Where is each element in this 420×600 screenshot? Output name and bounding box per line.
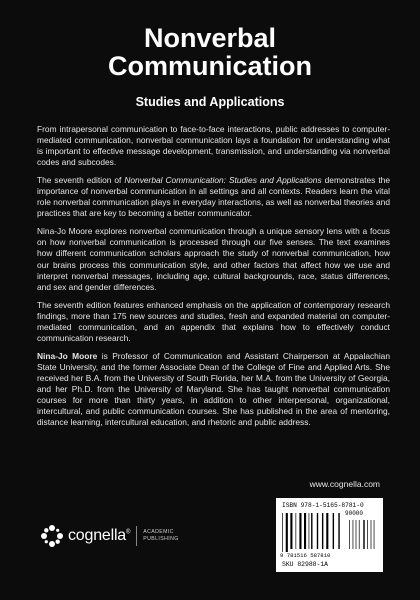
barcode-bar [359,520,360,549]
isbn-barcode [276,498,383,572]
barcode-bar [317,513,318,549]
back-cover-text [37,124,390,435]
barcode-bar [296,513,297,549]
barcode-bar [282,513,283,552]
publisher-wordmark [68,527,130,545]
barcode-bar [367,520,368,549]
barcode-bar [304,513,306,549]
intro-paragraph: From intrapersonal communication to face-to-face interactions, public addresses to computer-mediated communication, nonverbal communication lays a foundation for understanding what is important to effective message development, transmission, and understanding via nonverbal codes and subcodes. [37,124,390,168]
isbn-label: ISBN 978-1-5165-8781-0 [282,502,364,509]
registered-mark: ® [126,529,131,536]
title-line-1: Nonverbal [143,23,277,53]
tagline-line-2: PUBLISHING [143,536,179,542]
barcode-bar [356,520,357,549]
barcode-bar [311,513,312,549]
book-title [0,24,420,80]
title-line-2: Communication [107,51,312,81]
edition-paragraph [37,175,390,219]
edition-title-italic: Nonverbal Communication: Studies and Applications [124,175,322,186]
barcode-bars [281,511,378,553]
barcode-bar [374,520,375,549]
book-subtitle: Studies and Applications [135,95,285,109]
barcode-bar [326,513,328,549]
edition-text-before: The seventh edition of [37,175,125,186]
barcode-bar [353,520,354,549]
barcode-addon-price: 90000 [345,510,364,517]
sku-label: SKU 82988-1A [282,561,329,568]
barcode-bar [333,513,334,549]
barcode-bar [349,520,350,549]
barcode-bar [309,513,310,549]
publisher-name: cognella [68,527,127,544]
features-paragraph: The seventh edition features enhanced emphasis on the application of contemporary research findings, more than 175 new sources and studies, fresh and expanded material on computer-mediated communication, and an appendix that explains how to effectively conduct communication research. [37,299,390,343]
barcode-digits: 9 781516 587810 [280,552,331,559]
author-bio-text: is Professor of Communication and Assistant Chairperson at Appalachian State University, and the former Associate Dean of the College of Fine and Applied Arts. She received her B.A. from the University of South Florida, her M.A. from the University of Georgia, and her Ph.D. from the University of Maryland. She has taught nonverbal communication courses for more than thirty years, in addition to other interpersonal, organizational, intercultural, and public communication courses. She has published in the area of mentoring, distance learning, intercultural education, and rhetoric and public address. [37,350,390,428]
barcode-bar [290,513,292,549]
barcode-bar [338,513,339,549]
author-bio [37,351,390,428]
barcode-bar [299,513,301,549]
edition-text-after: demonstrates the importance of nonverbal communication in all settings and all contexts. Readers learn the vital role nonverbal communication plays in everyday interactions, as well as nonverbal theories and practices that are key to becoming a better communicator. [37,175,390,219]
cognella-mark-icon [40,524,64,548]
barcode-bar [322,513,323,549]
barcode-bar [371,520,372,549]
barcode-bar [363,520,364,549]
author-name: Nina-Jo Moore [37,350,98,361]
publisher-tagline [143,529,178,543]
logo-divider [136,526,137,546]
tagline-line-1: ACADEMIC [143,529,174,535]
barcode-bar [286,513,288,552]
sensory-lens-paragraph: Nina-Jo Moore explores nonverbal communication through a unique sensory lens with a focus on how nonverbal communication is processed through our five senses. The text examines how different communication scholars approach the study of nonverbal communication, how our brains process this communication style, and other factors that affect how we use and interpret nonverbal messages, including age, cultural backgrounds, race, status differences, and sex and gender differences. [37,226,390,292]
publisher-website: www.cognella.com [309,479,380,489]
publisher-logo [40,523,179,549]
